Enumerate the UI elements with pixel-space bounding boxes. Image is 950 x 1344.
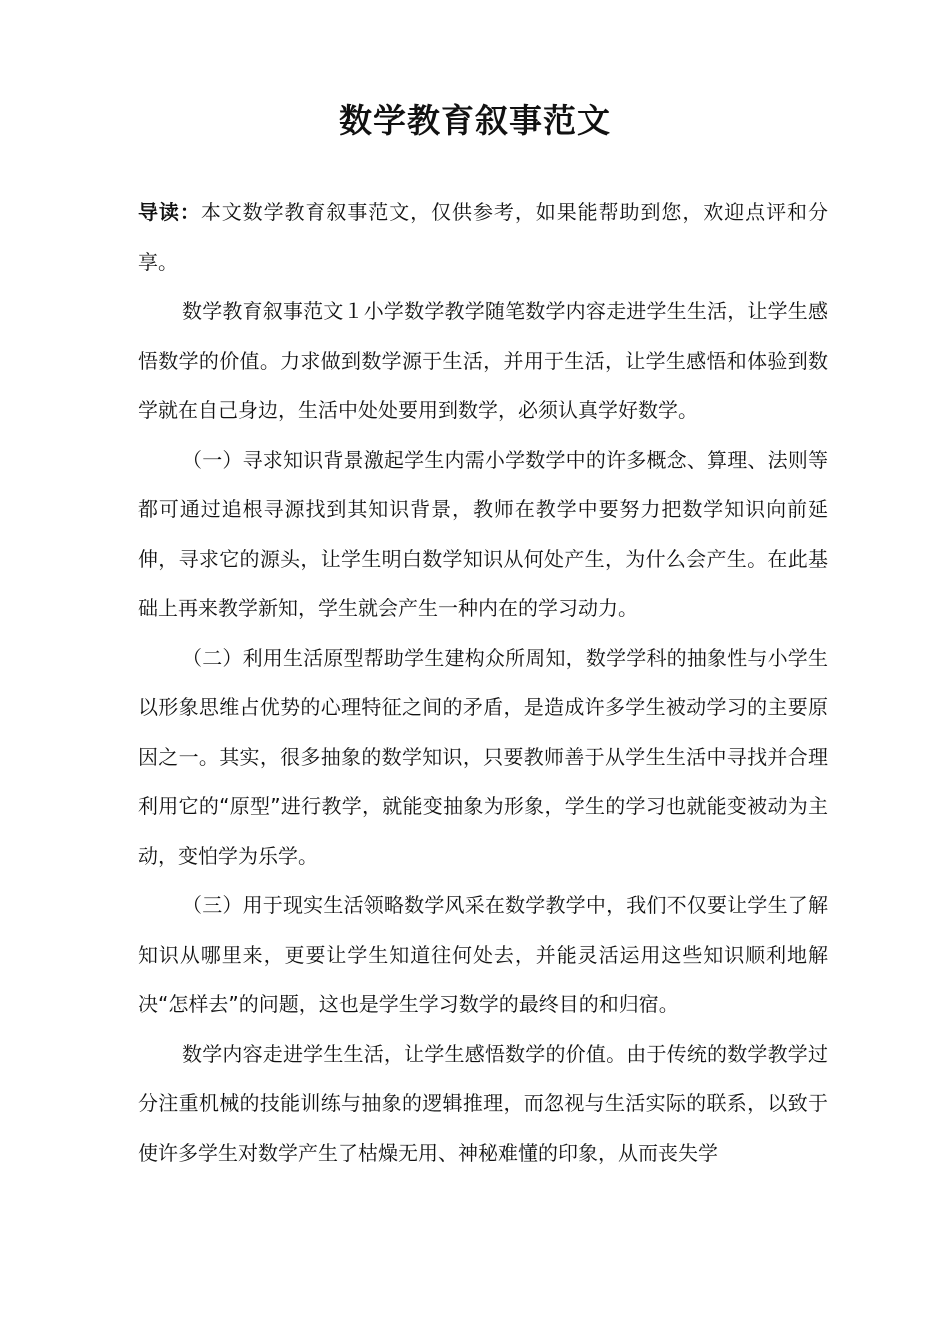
- body-paragraph-5: 数学内容走进学生生活，让学生感悟数学的价值。由于传统的数学教学过分注重机械的技能训练与抽象的逻辑推理，而忽视与生活实际的联系，以致于使许多学生对数学产生了枯燥无用、神秘难懂的印象，从而丧失学: [138, 1041, 828, 1165]
- document-body: [138, 188, 828, 1178]
- body-paragraph-2: （一）寻求知识背景激起学生内需小学数学中的许多概念、算理、法则等都可通过追根寻源找到其知识背景，教师在教学中要努力把数学知识向前延伸，寻求它的源头，让学生明白数学知识从何处产生，为什么会产生。在此基础上再来教学新知，学生就会产生一种内在的学习动力。: [138, 447, 828, 620]
- lead-text: 本文数学教育叙事范文，仅供参考，如果能帮助到您，欢迎点评和分享。: [138, 200, 828, 274]
- lead-label: 导读：: [138, 200, 201, 224]
- body-paragraph-3: （二）利用生活原型帮助学生建构众所周知，数学学科的抽象性与小学生以形象思维占优势的心理特征之间的矛盾，是造成许多学生被动学习的主要原因之一。其实，很多抽象的数学知识，只要教师善于从学生生活中寻找并合理利用它的“原型”进行教学，就能变抽象为形象，学生的学习也就能变被动为主动，变怕学为乐学。: [138, 645, 828, 868]
- lead-paragraph: [138, 188, 828, 287]
- document-title: 数学教育叙事范文: [339, 101, 611, 140]
- body-paragraph-4: （三）用于现实生活领略数学风采在数学教学中，我们不仅要让学生了解知识从哪里来，更要让学生知道往何处去，并能灵活运用这些知识顺利地解决“怎样去”的问题，这也是学生学习数学的最终目的和归宿。: [138, 893, 828, 1016]
- body-paragraph-1: 数学教育叙事范文１小学数学教学随笔数学内容走进学生生活，让学生感悟数学的价值。力求做到数学源于生活，并用于生活，让学生感悟和体验到数学就在自己身边，生活中处处要用到数学，必须认真学好数学。: [138, 299, 828, 422]
